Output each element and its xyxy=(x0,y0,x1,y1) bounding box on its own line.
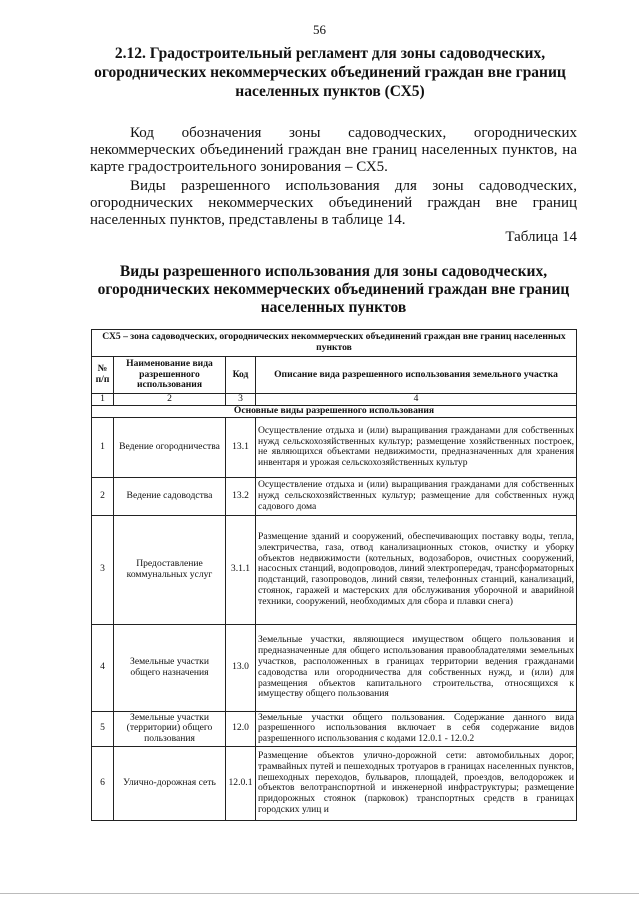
table-row xyxy=(92,624,577,711)
table-row xyxy=(92,746,577,820)
row-use-name: Предоставление коммунальных услуг xyxy=(114,515,226,624)
header-name: Наименование вида разрешенного использования xyxy=(114,357,226,394)
row-number: 5 xyxy=(92,711,114,746)
row-description: Размещение объектов улично-дорожной сети: автомобильных дорог, трамвайных путей и пешеходных тротуаров в границах населенных пунктов, пешеходных переходов, бульваров, площадей, проездов, велодорожек и объектов велотранспортной и инженерной инфраструктуры; размещение придорожных стоянок (парковок) транспортных средств в границах городских улиц и xyxy=(256,746,577,820)
row-code: 3.1.1 xyxy=(226,515,256,624)
table-row xyxy=(92,477,577,515)
row-number: 2 xyxy=(92,477,114,515)
row-code: 13.2 xyxy=(226,477,256,515)
row-use-name: Ведение садоводства xyxy=(114,477,226,515)
row-description: Осуществление отдыха и (или) выращивания гражданами для собственных нужд сельскохозяйственных культур; размещение для собственных нужд садового дома xyxy=(256,477,577,515)
permitted-uses-table xyxy=(91,329,577,821)
header-code: Код xyxy=(226,357,256,394)
row-use-name: Земельные участки (территории) общего пользования xyxy=(114,711,226,746)
paragraph-zone-code: Код обозначения зоны садоводческих, огороднических некоммерческих объединений граждан вне границ населенных пунктов, на карте градостроительного зонирования – СХ5. xyxy=(90,125,577,175)
row-code: 13.0 xyxy=(226,624,256,711)
table-title: Виды разрешенного использования для зоны садоводческих, огороднических некоммерческих объединений граждан вне границ населенных пунктов xyxy=(97,263,570,316)
table-row xyxy=(92,515,577,624)
row-code: 12.0.1 xyxy=(226,746,256,820)
header-num: № п/п xyxy=(92,357,114,394)
row-use-name: Ведение огородничества xyxy=(114,417,226,477)
row-number: 4 xyxy=(92,624,114,711)
zone-header: СХ5 – зона садоводческих, огороднических некоммерческих объединений граждан вне границ населенных пунктов xyxy=(92,330,577,357)
row-number: 6 xyxy=(92,746,114,820)
paragraph-permitted-uses: Виды разрешенного использования для зоны садоводческих, огороднических некоммерческих объединений граждан вне границ населенных пунктов, представлены в таблице 14. xyxy=(90,178,577,228)
row-number: 1 xyxy=(92,417,114,477)
row-description: Земельные участки общего пользования. Содержание данного вида разрешенного использования включает в себя содержание видов разрешенного использования с кодами 12.0.1 - 12.0.2 xyxy=(256,711,577,746)
section-title: 2.12. Градостроительный регламент для зоны садоводческих, огороднических некоммерческих объединений граждан вне границ населенных пунктов (СХ5) xyxy=(94,45,566,100)
row-use-name: Улично-дорожная сеть xyxy=(114,746,226,820)
row-code: 13.1 xyxy=(226,417,256,477)
table-row xyxy=(92,417,577,477)
row-description: Размещение зданий и сооружений, обеспечивающих поставку воды, тепла, электричества, газа, отвод канализационных стоков, очистку и уборку объектов недвижимости (котельных, водозаборов, очистных сооружений, насосных станций, водопроводов, линий электропередач, трансформаторных подстанций, газопроводов, линий связи, телефонных станций, канализаций, стоянок, гаражей и мастерских для обслуживания уборочной и аварийной техники, сооружений, необходимых для сбора и плавки снега) xyxy=(256,515,577,624)
page-number: 56 xyxy=(313,22,326,37)
column-number: 3 xyxy=(226,394,256,406)
column-number: 2 xyxy=(114,394,226,406)
row-code: 12.0 xyxy=(226,711,256,746)
table-row xyxy=(92,711,577,746)
column-number: 4 xyxy=(256,394,577,406)
table-reference: Таблица 14 xyxy=(505,229,577,245)
row-number: 3 xyxy=(92,515,114,624)
row-use-name: Земельные участки общего назначения xyxy=(114,624,226,711)
column-number: 1 xyxy=(92,394,114,406)
page-bottom-edge xyxy=(0,893,639,894)
row-description: Земельные участки, являющиеся имуществом общего пользования и предназначенные для общего использования правообладателями земельных участков, расположенных в границах территории ведения гражданами садоводства или огородничества для собственных нужд, и (или) для размещения объектов капитального строительства, относящихся к имуществу общего пользования xyxy=(256,624,577,711)
header-description: Описание вида разрешенного использования земельного участка xyxy=(256,357,577,394)
row-description: Осуществление отдыха и (или) выращивания гражданами для собственных нужд сельскохозяйственных культур; размещение хозяйственных построек, не являющихся объектами недвижимости, предназначенных для хранения инвентаря и урожая сельскохозяйственных культур xyxy=(256,417,577,477)
group-header: Основные виды разрешенного использования xyxy=(92,405,577,417)
